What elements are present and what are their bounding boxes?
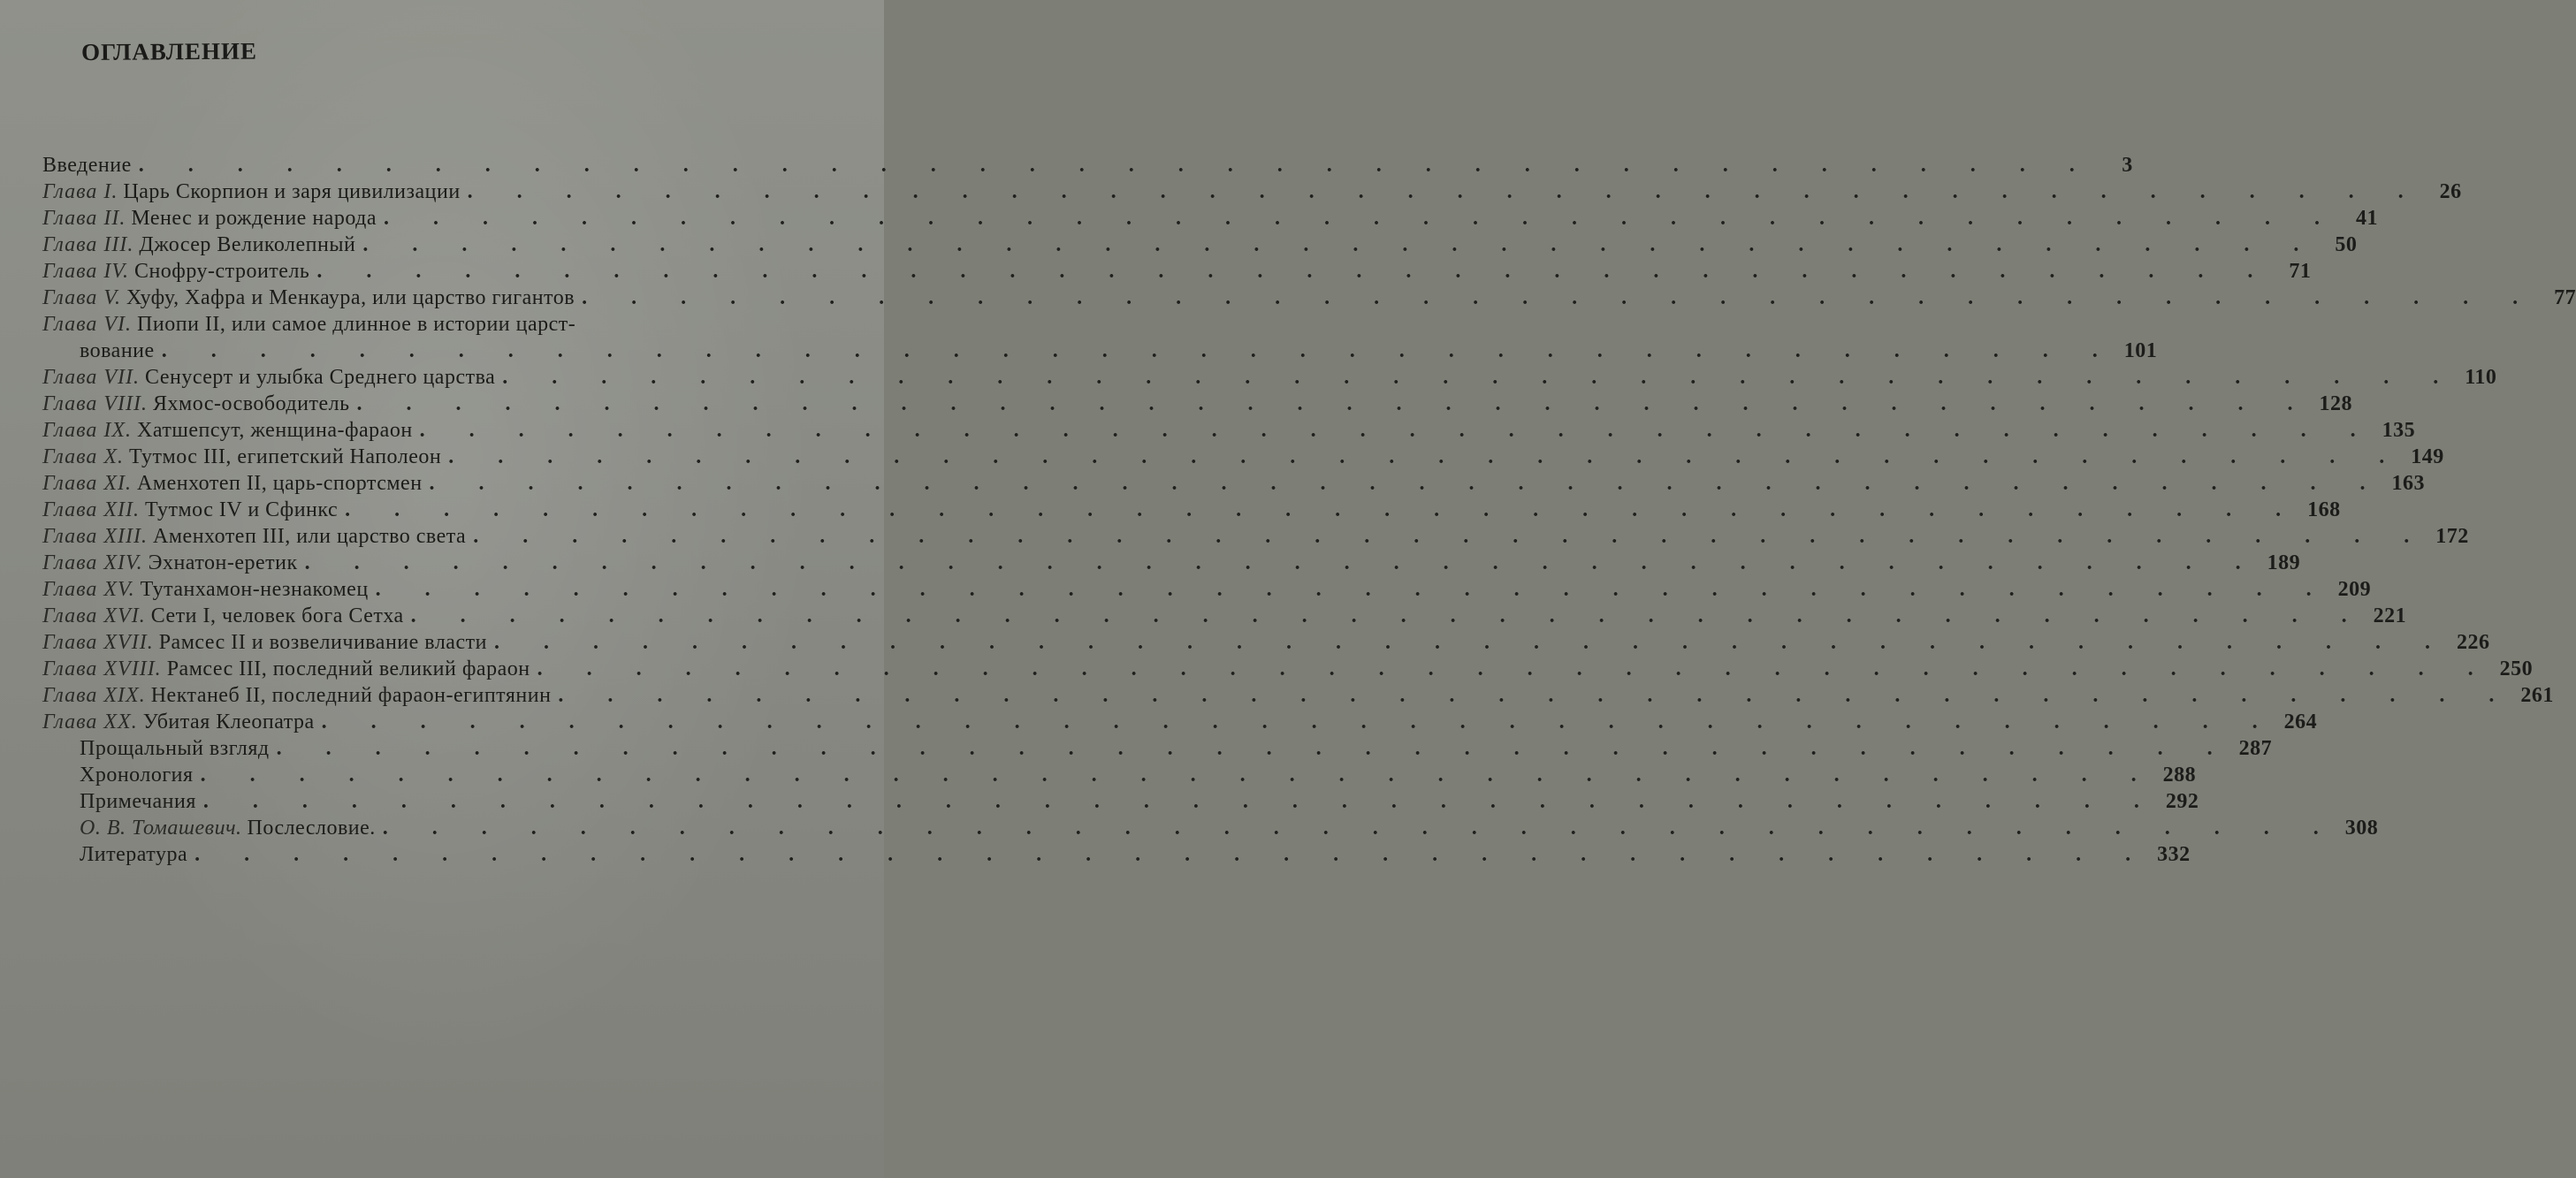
chapter-label: Глава XIV. (42, 551, 143, 574)
chapter-label: Глава XII. (42, 498, 141, 521)
toc-entry-title: Литература (80, 843, 188, 866)
toc-entry-page: 292 (2165, 790, 2199, 813)
toc-entry-chapter-16[interactable] (42, 603, 2407, 629)
toc-entry-title: Рамсес III, последний великий фараон (166, 657, 530, 680)
toc-entry-chapter-17[interactable] (42, 629, 2490, 656)
toc-entry-farewell[interactable] (42, 735, 2273, 762)
chapter-label: Глава VI. (42, 313, 133, 336)
toc-entry-title: Тутмос IV и Сфинкс (145, 498, 339, 521)
chapter-label: Глава XX. (42, 711, 138, 733)
toc-entry-chapter-3[interactable] (42, 232, 2358, 258)
chapter-label: Глава IV. (42, 260, 129, 283)
dot-leader: . . . . . . . . . . . . . . . . . . . . . . . . . . . . . . . . . . . . . . . . (493, 631, 2450, 654)
toc-entry-chapter-12[interactable] (42, 497, 2341, 523)
toc-entry-title: Рамсес II и возвеличивание власти (158, 631, 487, 654)
toc-entry-title: Пиопи II, или самое длинное в истории царст- (137, 313, 576, 336)
chapter-label: Глава XIX. (42, 684, 146, 707)
toc-entry-chapter-5[interactable] (42, 285, 2576, 311)
toc-entry-title: Менес и рождение народа (131, 207, 377, 230)
toc-entry-title: Сети I, человек бога Сетха (150, 604, 404, 627)
toc-entry-chapter-8[interactable] (42, 391, 2353, 417)
chapter-label: Глава XIII. (42, 525, 149, 548)
dot-leader: . . . . . . . . . . . . . . . . . . . . . . . . . . . . . . . . . . . . . . . . (321, 711, 2277, 733)
toc-entry-page: 50 (2335, 233, 2358, 256)
toc-entry-chapter-6[interactable] (42, 311, 2158, 364)
toc-entry-chronology[interactable] (42, 762, 2197, 788)
toc-entry-title: Хатшепсут, женщина-фараон (137, 419, 413, 442)
toc-entry-notes[interactable] (42, 788, 2199, 815)
dot-leader: . . . . . . . . . . . . . . . . . . . . . . . . . . . . . . . . . . . . . . . . (419, 419, 2375, 442)
dot-leader: . . . . . . . . . . . . . . . . . . . . . . . . . . . . . . . . . . . . . . . . (382, 817, 2338, 840)
chapter-label: Глава XVI. (42, 604, 146, 627)
dot-leader: . . . . . . . . . . . . . . . . . . . . . . . . . . . . . . . . . . . . . . . . (473, 525, 2429, 548)
chapter-label: Глава V. (42, 286, 121, 309)
toc-entry-page: 3 (2122, 154, 2133, 177)
toc-entry-title: Сенусерт и улыбка Среднего царства (145, 366, 496, 389)
toc-entry-title: Послесловие. (247, 817, 376, 840)
page-title: ОГЛАВЛЕНИЕ (81, 37, 258, 65)
toc-entry-title: Эхнатон-еретик (148, 551, 298, 574)
toc-entry-page: 71 (2289, 260, 2312, 283)
toc-entry-title: Царь Скорпион и заря цивилизации (123, 180, 461, 203)
chapter-label: Глава IX. (42, 419, 133, 442)
toc-entry-title: Убитая Клеопатра (142, 711, 315, 733)
dot-leader: . . . . . . . . . . . . . . . . . . . . . . . . . . . . . . . . . . . . . . . . (582, 286, 2538, 309)
toc-entry-literature[interactable] (42, 841, 2191, 868)
chapter-label: Глава XI. (42, 472, 133, 495)
toc-entry-title: Снофру-строитель (133, 260, 310, 283)
toc-entry-title: Хронология (80, 764, 194, 787)
toc-entry-title: Примечания (80, 790, 196, 813)
toc-entry-chapter-11[interactable] (42, 470, 2426, 497)
dot-leader: . . . . . . . . . . . . . . . . . . . . . . . . . . . . . . . . . . . . . . . . (200, 764, 2156, 787)
toc-entry-title: Аменхотеп II, царь-спортсмен (137, 472, 423, 495)
dot-leader: . . . . . . . . . . . . . . . . . . . . . . . . . . . . . . . . . . . . . . . . (384, 207, 2339, 230)
toc-entry-title: Прощальный взгляд (80, 737, 270, 760)
dot-leader: . . . . . . . . . . . . . . . . . . . . . . . . . . . . . . . . . . . . . . . . (537, 657, 2493, 680)
toc-entry-page: 26 (2439, 180, 2462, 203)
toc-entry-page: 264 (2283, 711, 2318, 733)
toc-entry-page: 261 (2520, 684, 2554, 707)
toc-entry-page: 287 (2238, 737, 2273, 760)
chapter-label: Глава X. (42, 445, 125, 468)
chapter-label: Глава II. (42, 207, 126, 230)
dot-leader: . . . . . . . . . . . . . . . . . . . . . . . . . . . . . . . . . . . . . . . . (304, 551, 2260, 574)
dot-leader: . . . . . . . . . . . . . . . . . . . . . . . . . . . . . . . . . . . . . . . . (161, 339, 2117, 362)
dot-leader: . . . . . . . . . . . . . . . . . . . . . . . . . . . . . . . . . . . . . . . . (429, 472, 2385, 495)
chapter-label: Глава I. (42, 180, 118, 203)
toc-entry-chapter-14[interactable] (42, 550, 2301, 576)
chapter-label: Глава VIII. (42, 392, 149, 415)
dot-leader: . . . . . . . . . . . . . . . . . . . . . . . . . . . . . . . . . . . . . . . . (316, 260, 2273, 283)
toc-entry-title: Аменхотеп III, или царство света (153, 525, 467, 548)
toc-entry-line-1 (42, 311, 856, 338)
toc-entry-chapter-15[interactable] (42, 576, 2372, 603)
dot-leader: . . . . . . . . . . . . . . . . . . . . . . . . . . . . . . . . . . . . . . . . (502, 366, 2458, 389)
toc-entry-chapter-2[interactable] (42, 205, 2378, 232)
dot-leader: . . . . . . . . . . . . . . . . . . . . . . . . . . . . . . . . . . . . . . . . (194, 843, 2151, 866)
toc-entry-title: Хуфу, Хафра и Менкаура, или царство гигантов (126, 286, 575, 309)
dot-leader: . . . . . . . . . . . . . . . . . . . . . . . . . . . . . . . . . . . . . . . . (448, 445, 2405, 468)
dot-leader: . . . . . . . . . . . . . . . . . . . . . . . . . . . . . . . . . . . . . . . . (345, 498, 2301, 521)
toc-entry-title: Тутанхамон-незнакомец (140, 578, 369, 601)
toc-entry-chapter-9[interactable] (42, 417, 2416, 444)
toc-entry-title: Яхмос-освободитель (153, 392, 350, 415)
toc-entry-chapter-4[interactable] (42, 258, 2312, 285)
chapter-label: Глава III. (42, 233, 134, 256)
chapter-label: Глава XV. (42, 578, 135, 601)
toc-entry-page: 288 (2162, 764, 2197, 787)
toc-entry-page: 250 (2499, 657, 2534, 680)
dot-leader: . . . . . . . . . . . . . . . . . . . . . . . . . . . . . . . . . . . . . . . . (202, 790, 2159, 813)
toc-entry-line-2 (42, 338, 2158, 364)
toc-entry-chapter-13[interactable] (42, 523, 2469, 550)
toc-entry-page: 128 (2319, 392, 2353, 415)
toc-entry-chapter-20[interactable] (42, 709, 2318, 735)
toc-entry-chapter-1[interactable] (42, 179, 2462, 205)
toc-entry-chapter-7[interactable] (42, 364, 2497, 391)
toc-entry-title: Введение (42, 154, 132, 177)
toc-entry-page: 332 (2157, 843, 2191, 866)
toc-entry-page: 163 (2391, 472, 2426, 495)
toc-entry-page: 168 (2307, 498, 2341, 521)
afterword-author: О. В. Томашевич. (80, 817, 242, 840)
toc-entry-chapter-19[interactable] (42, 682, 2554, 709)
toc-entry-title: Джосер Великолепный (139, 233, 356, 256)
dot-leader: . . . . . . . . . . . . . . . . . . . . . . . . . . . . . . . . . . . . . . . . (276, 737, 2232, 760)
toc-entry-title: Тутмос III, египетский Наполеон (129, 445, 442, 468)
toc-entry-page: 308 (2344, 817, 2379, 840)
dot-leader: . . . . . . . . . . . . . . . . . . . . . . . . . . . . . . . . . . . . . . . . (362, 233, 2319, 256)
toc-entry-page: 149 (2411, 445, 2444, 468)
dot-leader: . . . . . . . . . . . . . . . . . . . . . . . . . . . . . . . . . . . . . . . . (356, 392, 2313, 415)
toc-entry-chapter-18[interactable] (42, 656, 2534, 682)
toc-entry-page: 77 (2554, 286, 2576, 309)
dot-leader: . . . . . . . . . . . . . . . . . . . . . . . . . . . . . . . . . . . . . . . . (558, 684, 2514, 707)
chapter-label: Глава XVII. (42, 631, 154, 654)
table-of-contents (42, 152, 2576, 868)
toc-entry-title-continuation: вование (80, 339, 155, 362)
dot-leader: . . . . . . . . . . . . . . . . . . . . . . . . . . . . . . . . . . . . . . . . (138, 154, 2094, 177)
chapter-label: Глава XVIII. (42, 657, 162, 680)
toc-entry-page: 172 (2435, 525, 2469, 548)
toc-entry-page: 101 (2123, 339, 2158, 362)
toc-entry-afterword[interactable] (42, 815, 2379, 841)
toc-entry-page: 110 (2465, 366, 2497, 389)
chapter-label: Глава VII. (42, 366, 141, 389)
toc-entry-page: 135 (2382, 419, 2416, 442)
dot-leader: . . . . . . . . . . . . . . . . . . . . . . . . . . . . . . . . . . . . . . . . (467, 180, 2423, 203)
toc-entry-page: 189 (2267, 551, 2301, 574)
dot-leader: . . . . . . . . . . . . . . . . . . . . . . . . . . . . . . . . . . . . . . . . (375, 578, 2331, 601)
toc-entry-page: 221 (2373, 604, 2407, 627)
toc-entry-chapter-10[interactable] (42, 444, 2444, 470)
toc-entry-page: 41 (2356, 207, 2378, 230)
toc-entry-page: 226 (2456, 631, 2490, 654)
dot-leader: . . . . . . . . . . . . . . . . . . . . . . . . . . . . . . . . . . . . . . . . (410, 604, 2366, 627)
toc-entry-page: 209 (2337, 578, 2372, 601)
toc-entry-introduction[interactable] (42, 152, 2133, 179)
toc-entry-title: Нектанеб II, последний фараон-египтянин (150, 684, 552, 707)
